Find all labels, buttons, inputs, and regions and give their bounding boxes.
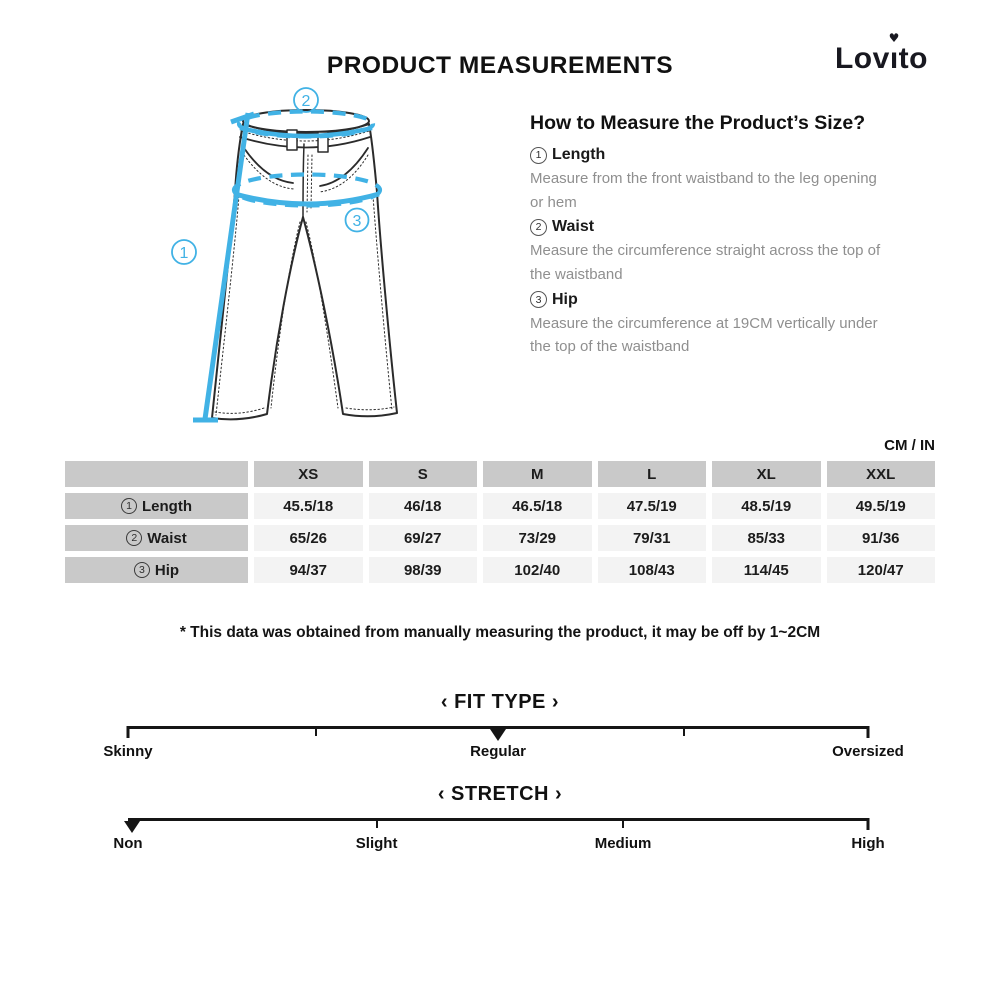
how-to-item-label: [530, 146, 882, 164]
stretch-label-non: Non: [113, 835, 143, 852]
fit-type-marker-icon: [490, 729, 506, 741]
how-to-item-label: [530, 291, 882, 309]
table-cell: 46.5/18: [483, 493, 592, 519]
table-col-header-s: S: [369, 461, 478, 487]
table-cell: 47.5/19: [598, 493, 707, 519]
how-to-item-desc: Measure from the front waistband to the leg opening or hem: [530, 170, 877, 211]
table-cell: 73/29: [483, 525, 592, 551]
table-corner-cell: [65, 461, 248, 487]
table-cell: 91/36: [827, 525, 936, 551]
table-cell: 48.5/19: [712, 493, 821, 519]
circled-number-icon: 3: [134, 562, 150, 578]
how-to-item-waist: [530, 218, 882, 286]
right-chevron-icon: ›: [551, 691, 560, 713]
fit-type-title: [0, 691, 1000, 714]
diagram-number-1: 1: [179, 245, 189, 262]
circled-number-icon: 2: [126, 530, 142, 546]
fit-type-track: [103, 726, 904, 768]
scale-tick: [867, 726, 870, 738]
pants-diagram: [140, 80, 480, 440]
table-row-label-waist: [65, 525, 248, 551]
table-cell: 79/31: [598, 525, 707, 551]
stretch-label-medium: Medium: [594, 835, 652, 852]
circled-number-icon: 1: [121, 498, 137, 514]
circled-number-icon: 3: [530, 291, 547, 308]
fit-label-skinny: Skinny: [103, 743, 153, 760]
stretch-label-slight: Slight: [355, 835, 398, 852]
diagram-number-3: 3: [352, 213, 362, 230]
how-to-title: How to Measure the Product’s Size?: [530, 112, 866, 134]
table-cell: 102/40: [483, 557, 592, 583]
diagram-number-2: 2: [301, 93, 311, 110]
scale-tick: [127, 726, 130, 738]
how-to-item-desc: Measure the circumference straight across the top of the waistband: [530, 242, 881, 284]
stretch-title-text: STRETCH: [451, 783, 549, 805]
unit-label: CM / IN: [884, 437, 935, 454]
how-to-measure-section: [530, 112, 882, 363]
size-table: [65, 461, 935, 583]
row-label-text: Hip: [154, 561, 180, 579]
fit-label-regular: Regular: [470, 743, 526, 760]
logo-i-stem: ı: [889, 42, 899, 75]
left-chevron-icon: ‹: [440, 691, 449, 713]
measure-name: Hip: [552, 290, 578, 308]
table-cell: 120/47: [827, 557, 936, 583]
table-cell: 46/18: [369, 493, 478, 519]
table-cell: 98/39: [369, 557, 478, 583]
table-col-header-xs: XS: [254, 461, 363, 487]
table-cell: 85/33: [712, 525, 821, 551]
how-to-item-length: [530, 146, 882, 214]
logo-letter-i: [888, 31, 900, 76]
circled-number-icon: 2: [530, 219, 547, 236]
left-chevron-icon: ‹: [437, 783, 446, 805]
how-to-item-desc: Measure the circumference at 19CM vertically under the top of the waistband: [530, 314, 878, 356]
logo-text-post: to: [898, 42, 928, 75]
table-col-header-xl: XL: [712, 461, 821, 487]
scale-tick: [622, 818, 624, 828]
table-cell: 49.5/19: [827, 493, 936, 519]
circled-number-icon: 1: [530, 147, 547, 164]
table-col-header-l: L: [598, 461, 707, 487]
table-col-header-xxl: XXL: [827, 461, 936, 487]
how-to-item-label: [530, 218, 882, 236]
heart-icon: ♥: [888, 31, 900, 45]
table-cell: 114/45: [712, 557, 821, 583]
table-cell: 108/43: [598, 557, 707, 583]
table-row-label-length: [65, 493, 248, 519]
scale-tick: [867, 818, 870, 830]
scale-tick: [376, 818, 378, 828]
stretch-marker-icon: [124, 821, 140, 833]
right-chevron-icon: ›: [554, 783, 563, 805]
scale-tick: [683, 726, 685, 736]
fit-label-oversized: Oversized: [832, 743, 904, 760]
table-cell: 45.5/18: [254, 493, 363, 519]
stretch-track: [113, 818, 885, 860]
page-title: PRODUCT MEASUREMENTS: [326, 52, 674, 79]
fit-type-title-text: FIT TYPE: [454, 691, 546, 713]
brand-logo: [834, 31, 928, 76]
how-to-item-hip: [530, 291, 882, 359]
row-label-text: Waist: [147, 529, 187, 547]
table-cell: 65/26: [254, 525, 363, 551]
logo-text-pre: Lov: [834, 42, 890, 75]
measurement-disclaimer: * This data was obtained from manually measuring the product, it may be off by 1~2CM: [179, 624, 821, 641]
measure-name: Length: [552, 146, 606, 163]
table-col-header-m: M: [483, 461, 592, 487]
row-label-text: Length: [142, 497, 192, 515]
scale-line: [128, 818, 868, 821]
stretch-label-high: High: [851, 835, 885, 852]
stretch-title: [0, 783, 1000, 806]
scale-tick: [315, 726, 317, 736]
measure-name: Waist: [552, 218, 595, 236]
table-cell: 69/27: [369, 525, 478, 551]
table-row-label-hip: [65, 557, 248, 583]
table-cell: 94/37: [254, 557, 363, 583]
